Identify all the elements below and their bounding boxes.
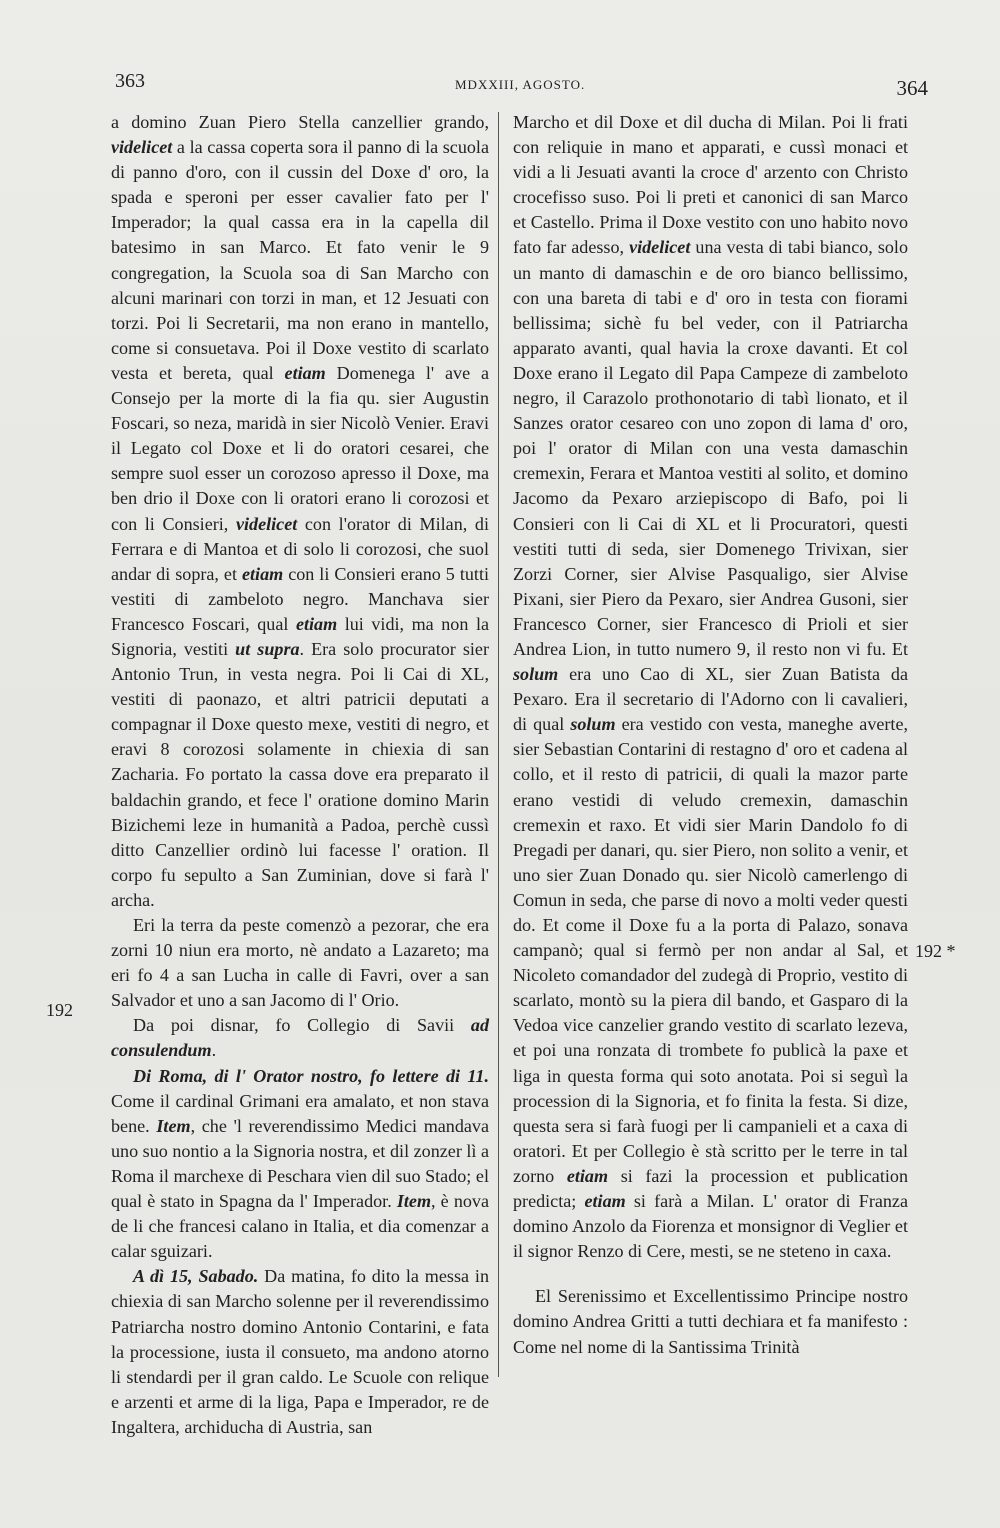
left-column [111, 110, 489, 1440]
paragraph: A dì 15, Sabado. Da matina, fo dito la messa in chiexia di san Marcho solenne per il reverendissimo Patriarcha nostro domino Antonio Contarini, e fata la processione, iusta il consueto, ma andono atorno li stendardi per il gran caldo. Le Scuole con relique e arzenti et arme di la liga, Papa e Imperador, re de Ingaltera, archiducha di Austria, san [111, 1266, 489, 1437]
paragraph-gap [513, 1264, 908, 1284]
running-head [0, 70, 1000, 100]
paragraph: a domino Zuan Piero Stella canzellier grando, videlicet a la cassa coperta sora il panno di la scuola di panno d'oro, con il cussin del Doxe d' oro, la spada e speroni per esser cavalier fato per l' Imperador; la qual cassa era in la capella dil batesimo in san Marco. Et fato venir le 9 congregation, la Scuola soa di San Marcho con alcuni marinari con torzi in man, et 12 Jesuati con torzi. Poi li Secretarii, ma non erano in mantello, come si consuetava. Poi il Doxe vestito di scarlato vesta et bereta, qual etiam Domenega l' ave a Consejo per la morte di la fia qu. sier Augustin Foscari, so neza, maridà in sier Nicolò Venier. Eravi il Legato col Doxe et li do oratori cesarei, che sempre suol esser un corozoso apresso il Doxe, ma ben drio il Doxe con li oratori erano li corozosi et con li Consieri, videlicet con l'orator di Milan, di Ferrara e di Mantoa et di solo li corozosi, che suol andar di sopra, et etiam con li Consieri erano 5 tutti vestiti di zambeloto negro. Manchava sier Francesco Foscari, qual etiam lui vidi, ma non la Signoria, vestiti ut supra. Era solo procurator sier Antonio Trun, in vesta negra. Poi li Cai di XL, vestiti di paonazo, et altri patricii deputati a compagnar il Doxe questo mexe, vestiti di negro, et eravi 8 corozosi solamente in chiexia di san Zacharia. Fo portato la cassa dove era preparato il baldachin grando, et fece l' oratione domino Marin Bizichemi leze in humanità a Padoa, perchè cussì ditto Canzellier ordinò lui facesse l' oration. Il corpo fu sepulto a San Zuminian, dove si farà l' archa. [111, 112, 490, 910]
running-title: MDXXIII, AGOSTO. [455, 77, 586, 92]
page-number-right: 364 [896, 76, 928, 100]
paragraph: Marcho et dil Doxe et dil ducha di Milan. Poi li frati con reliquie in mano et apparati, e cussì monaci et vidi a li Jesuati avanti la croce d' arzento con Christo crocefisso suso. Poi li preti et canonici di san Marco et Castello. Prima il Doxe vestito con uno habito novo fato far adesso, videlicet una vesta di tabi bianco, solo un manto di damaschin e de oro bianco bellissimo, con una bareta di tabi e d' oro in testa con fiorami bellissima; sichè fu bel veder, con il Patriarcha apparato avanti, qual havia la croxe davanti. Et col Doxe erano il Legato dil Papa Campeze di zambeloto negro, il Carazolo prothonotario di tabì lionato, et il Sanzes orator cesareo con uno zopon di lama d' oro, poi l' orator di Milan con una vesta damaschin cremexin, Ferara et Mantoa vestiti al solito, et domino Jacomo da Pexaro arziepiscopo di Bafo, poi li Consieri con li Cai di XL et li Procuratori, questi vestiti tutti di seda, sier Domenego Trivixan, sier Zorzi Corner, sier Alvise Pasqualigo, sier Alvise Pixani, sier Piero da Pexaro, sier Andrea Gusoni, sier Francesco Corner, sier Francesco di Prioli et sier Andrea Lion, in tutto numero 9, il resto non vi fu. Et solum era uno Cao di XL, sier Zuan Batista da Pexaro. Era il secretario di l'Adorno con li cavalieri, di qual solum era vestido con vesta, maneghe averte, sier Sebastian Contarini di restagno d' oro et cadena al collo, et il resto di patricii, di quali la mazor parte erano vestidi di veludo cremexin, damaschin cremexin et raxo. Et vidi sier Marin Dandolo fo di Pregadi per danari, qu. sier Piero, non solito a venir, et uno sier Zuan Donado qu. sier Nicolò camerlengo di Comun in seda, che parse di novo a molti veder questi do. Et come il Doxe fu a la porta di Palazo, sonava campanò; qual si fermò per non andar al Sal, et Nicoleto comandador del zudegà di Proprio, vestito di scarlato, montò su la piera dil bando, et Gasparo di la Vedoa vice canzelier grando vestito di scarlato lezeva, et poi una ronzata di trombete fo publicà la paxe et liga in questa forma qui soto anotata. Poi si seguì la procession di la Signoria, et fo finita la festa. Si dize, questa sera si farà fuogi per li campanieli et a caxa di oratori. Et per Collegio è stà scritto per le terre in tal zorno etiam si fazi la procession et publication predicta; etiam si farà a Milan. L' orator di Franza domino Anzolo da Fiorenza et monsignor di Veglier et il signor Renzo di Cere, mesti, se ne steteno in caxa. [513, 112, 909, 1262]
margin-note-left: 192 [46, 1000, 73, 1020]
paragraph: Da poi disnar, fo Collegio di Savii ad consulendum. [111, 1015, 489, 1061]
paragraph: El Serenissimo et Excellentissimo Principe nostro domino Andrea Gritti a tutti dechiara et fa manifesto : Come nel nome di la Santissima Trinità [513, 1286, 908, 1357]
margin-note-right: 192 * [915, 941, 956, 961]
column-divider [498, 112, 499, 1377]
paragraph: Di Roma, di l' Orator nostro, fo lettere di 11. Come il cardinal Grimani era amalato, et non stava bene. Item, che 'l reverendissimo Medici mandava uno suo nontio a la Signoria nostra, et dil zonzer lì a Roma il marchexe di Peschara vien dil suo Stado; el qual è stato in Spagna da l' Imperador. Item, è nova de li che francesi calano in Italia, et dia comenzar a calar sguizari. [111, 1065, 490, 1262]
paragraph: Eri la terra da peste comenzò a pezorar, che era zorni 10 niun era morto, nè andato a Lazareto; ma eri fo 4 a san Lucha in calle di Favri, over a san Salvador et uno a san Jacomo di l' Orio. [111, 915, 489, 1011]
right-column [513, 110, 908, 1360]
page-number-left: 363 [115, 70, 145, 92]
